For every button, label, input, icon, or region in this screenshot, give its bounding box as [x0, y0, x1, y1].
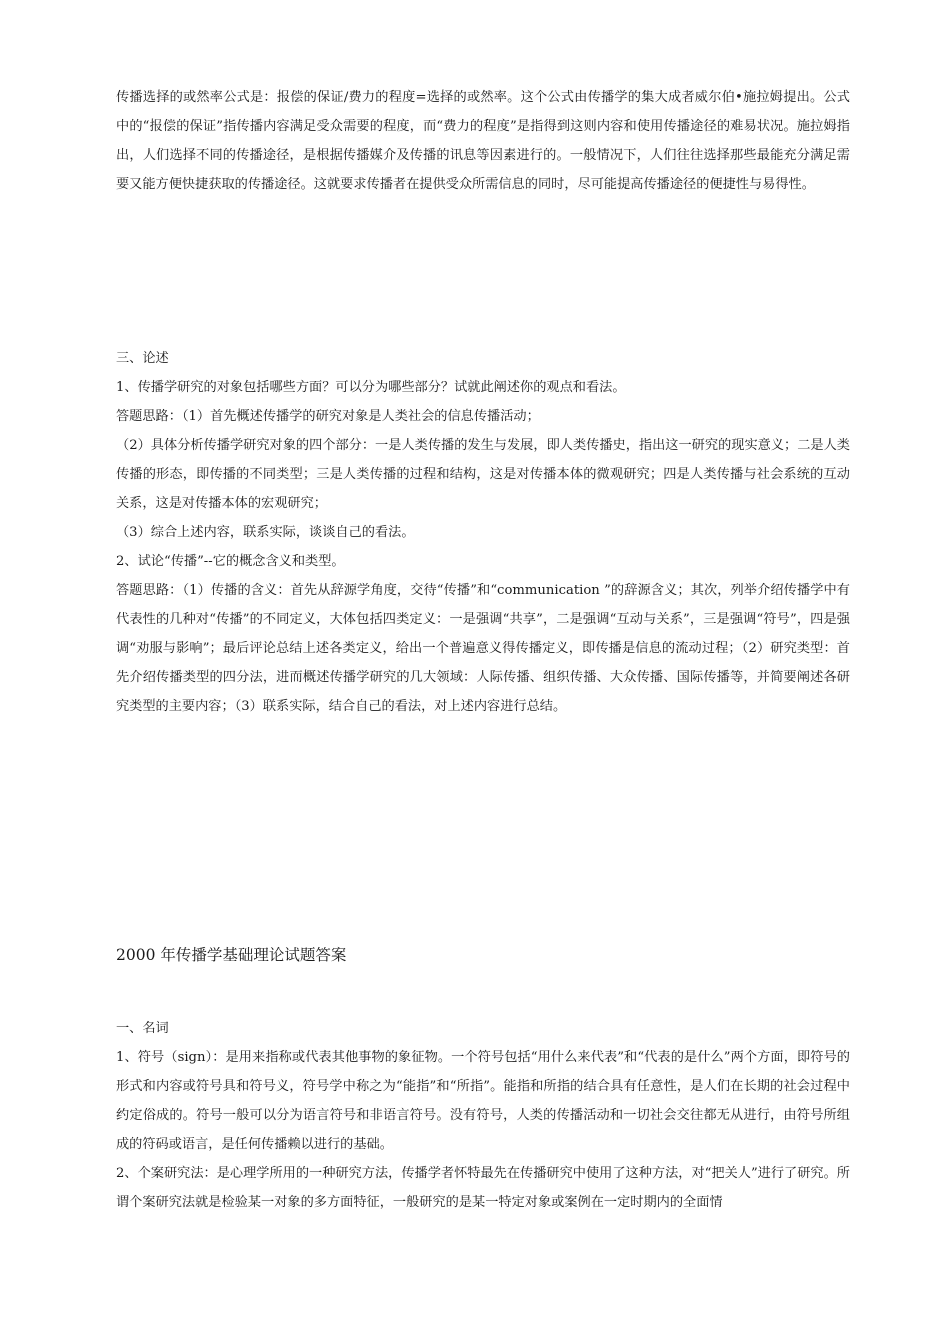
terms-section [116, 1014, 850, 1217]
term-2-case-study: 2、个案研究法：是心理学所用的一种研究方法，传播学者怀特最先在传播研究中使用了这种方法，对“把关人”进行了研究。所谓个案研究法就是检验某一对象的多方面特征，一般研究的是某一特定对象或案例在一定时期内的全面情 [116, 1166, 850, 1210]
term-1-sign: 1、符号（sign）：是用来指称或代表其他事物的象征物。一个符号包括“用什么来代表”和“代表的是什么”两个方面，即符号的形式和内容或符号具和符号义，符号学中称之为“能指”和“所指”。能指和所指的结合具有任意性，是人们在长期的社会过程中约定俗成的。符号一般可以分为语言符号和非语言符号。没有符号，人类的传播活动和一切社会交往都无从进行，由符号所组成的符码或语言，是任何传播赖以进行的基础。 [116, 1050, 850, 1152]
exam-title: 2000 年传播学基础理论试题答案 [116, 946, 347, 964]
essay-section [116, 344, 850, 721]
question-1-answer-part-1: 答题思路：（1）首先概述传播学的研究对象是人类社会的信息传播活动； [116, 409, 540, 424]
intro-paragraph: 传播选择的或然率公式是：报偿的保证/费力的程度=选择的或然率。这个公式由传播学的集大成者威尔伯•施拉姆提出。公式中的“报偿的保证”指传播内容满足受众需要的程度，而“费力的程度”是指得到这则内容和使用传播途径的难易状况。施拉姆指出，人们选择不同的传播途径，是根据传播媒介及传播的讯息等因素进行的。一般情况下，人们往往选择那些最能充分满足需要又能方便快捷获取的传播途径。这就要求传播者在提供受众所需信息的同时，尽可能提高传播途径的便捷性与易得性。 [116, 90, 850, 192]
question-1-answer-part-2: （2）具体分析传播学研究对象的四个部分：一是人类传播的发生与发展，即人类传播史，指出这一研究的现实意义；二是人类传播的形态，即传播的不同类型；三是人类传播的过程和结构，这是对传播本体的微观研究；四是人类传播与社会系统的互动关系，这是对传播本体的宏观研究； [116, 438, 850, 511]
intro-section [116, 83, 850, 199]
question-2-answer: 答题思路：（1）传播的含义：首先从辞源学角度，交待“传播”和“communication ”的辞源含义；其次，列举介绍传播学中有代表性的几种对“传播”的不同定义，大体包括四类定义：一是强调“共享”，二是强调“互动与关系”，三是强调“符号”，四是强调“劝服与影响”；最后评论总结上述各类定义，给出一个普遍意义得传播定义，即传播是信息的流动过程；（2）研究类型：首先介绍传播类型的四分法，进而概述传播学研究的几大领域：人际传播、组织传播、大众传播、国际传播等，并简要阐述各研究类型的主要内容；（3）联系实际，结合自己的看法，对上述内容进行总结。 [116, 583, 850, 714]
question-1-answer-part-3: （3）综合上述内容，联系实际，谈谈自己的看法。 [116, 525, 415, 540]
section-heading-essay: 三、论述 [116, 351, 169, 366]
question-1: 1、传播学研究的对象包括哪些方面？可以分为哪些部分？试就此阐述你的观点和看法。 [116, 380, 626, 395]
section-heading-terms: 一、名词 [116, 1021, 169, 1036]
question-2: 2、试论“传播”--它的概念含义和类型。 [116, 554, 345, 569]
